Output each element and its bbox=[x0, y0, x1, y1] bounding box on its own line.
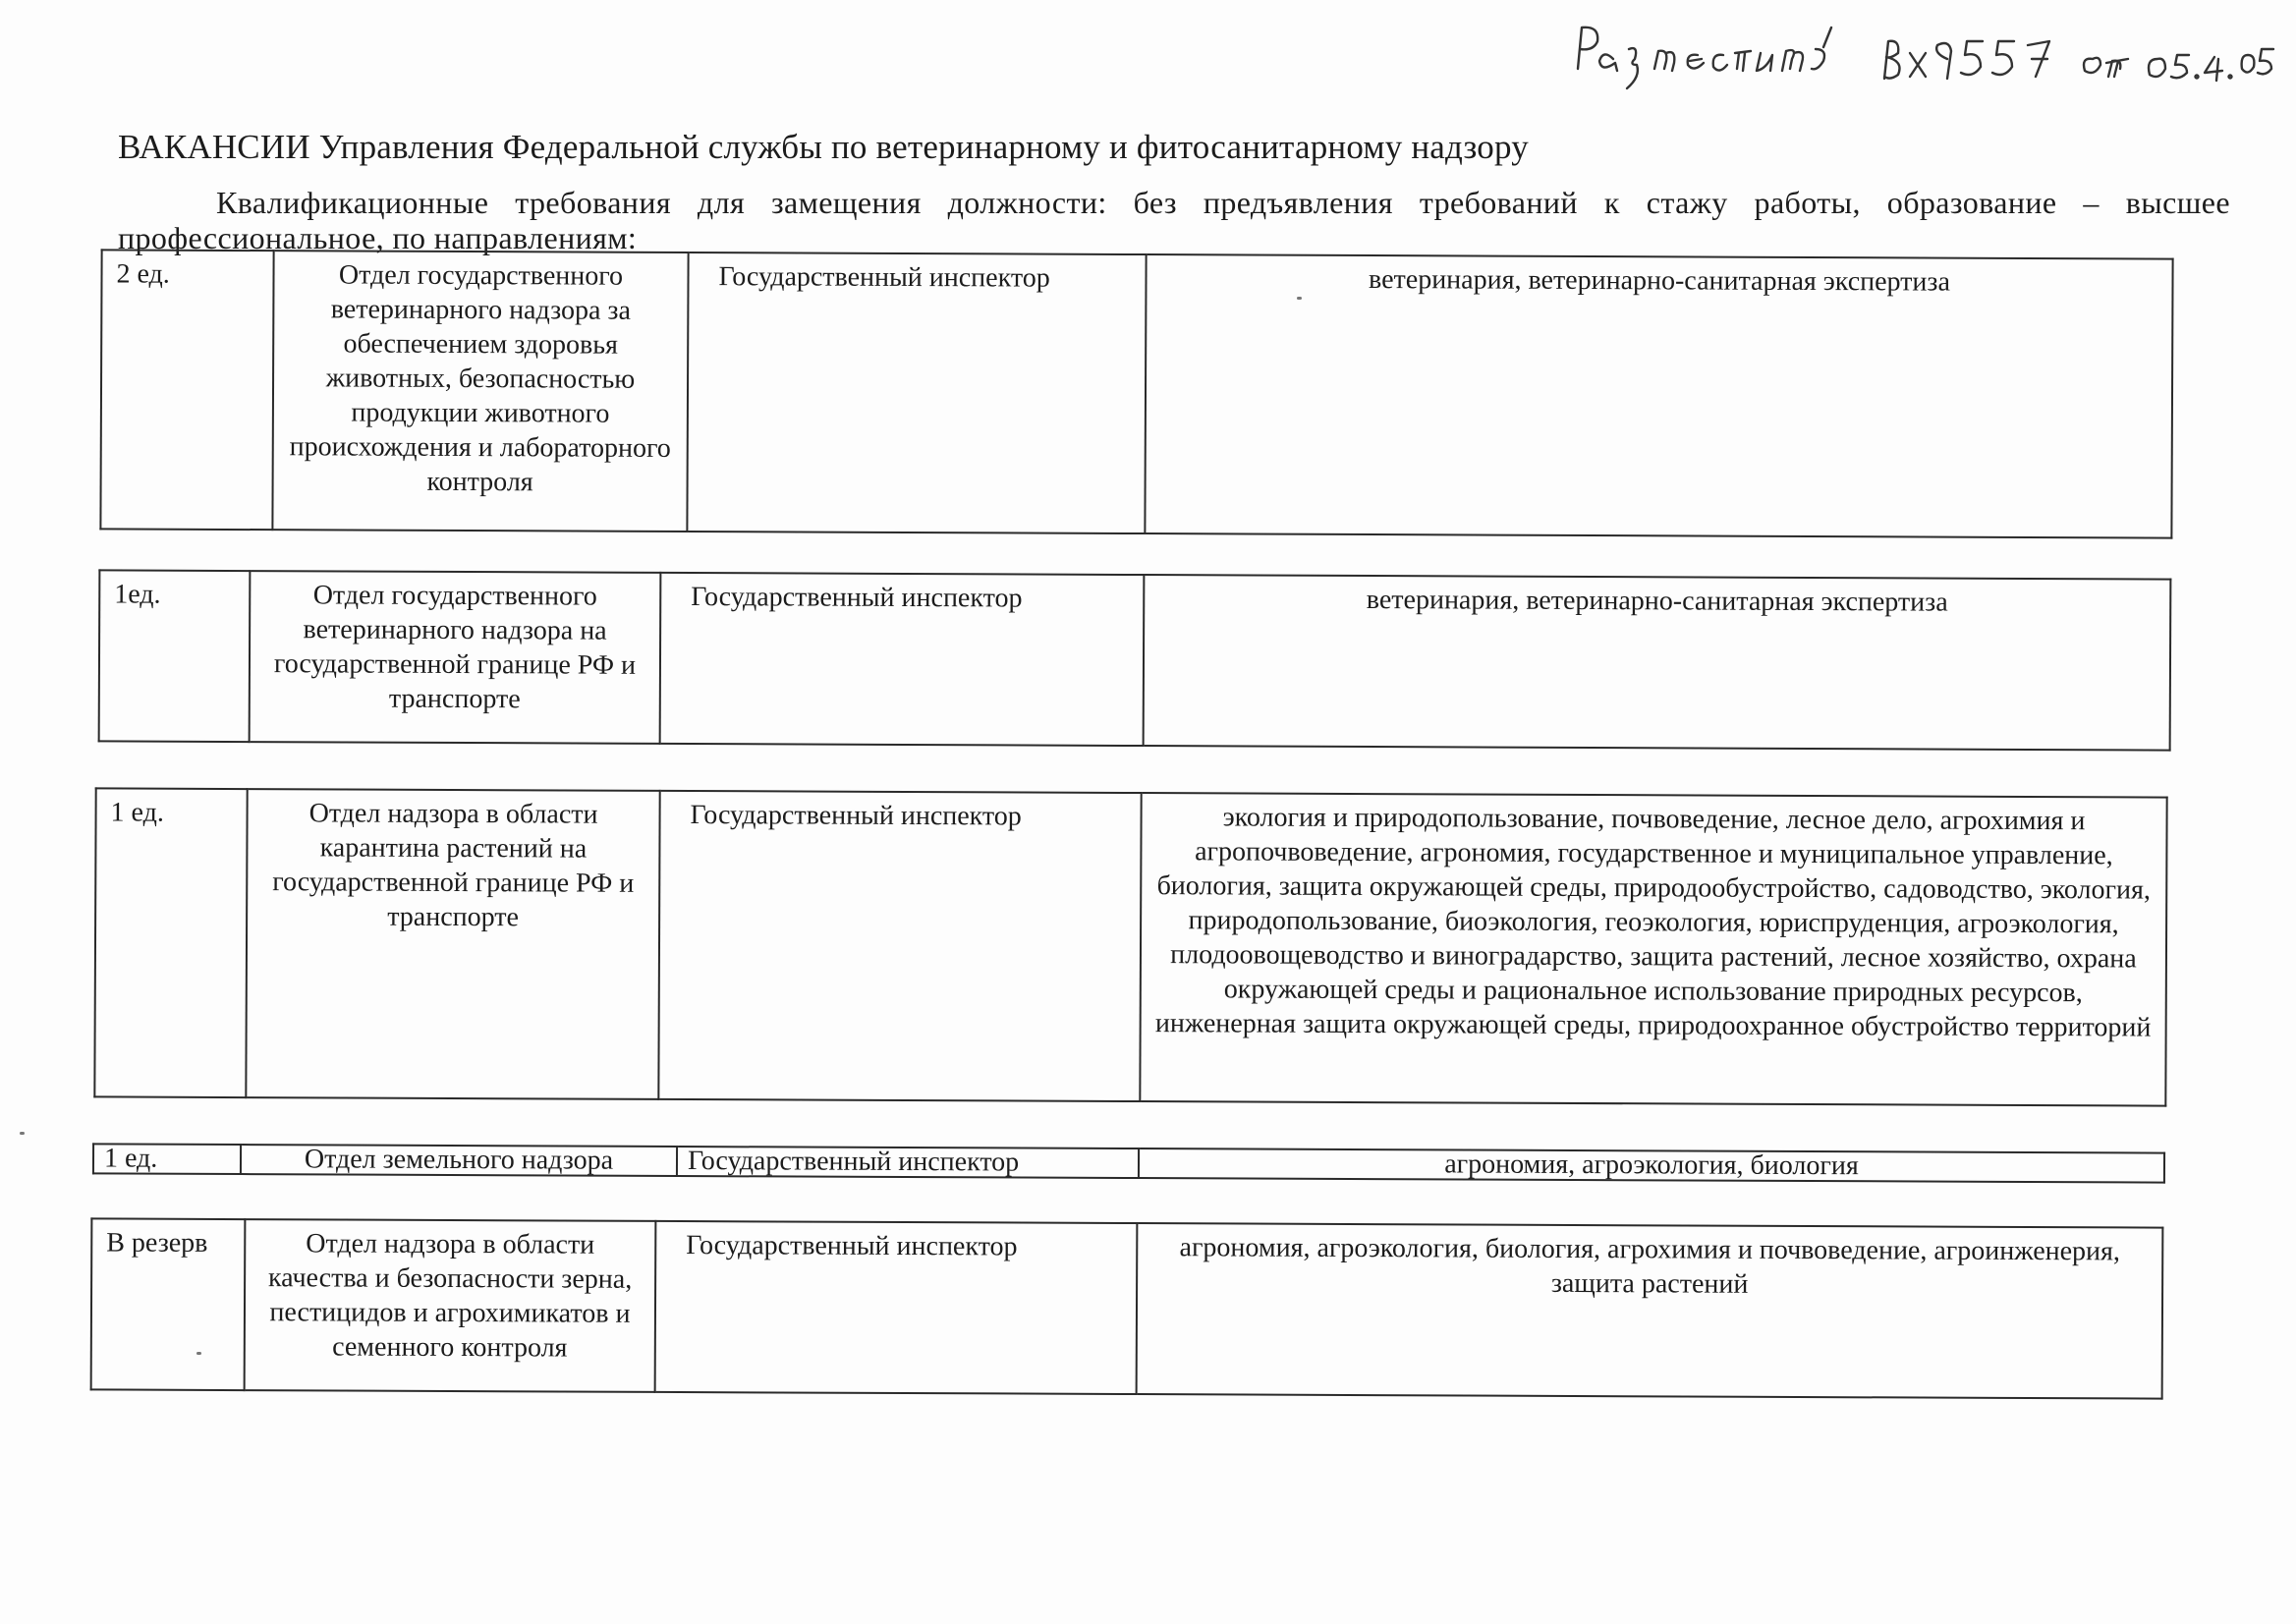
vacancy-department: Отдел государственного ветеринарного надзора на государственной границе РФ и транспорте bbox=[250, 571, 661, 744]
vacancy-quantity: 1 ед. bbox=[93, 1144, 241, 1174]
vacancy-requirements: ветеринария, ветеринарно-санитарная экспертиза bbox=[1144, 575, 2171, 751]
table-row bbox=[94, 788, 2166, 1105]
vacancy-table-4 bbox=[92, 1143, 2165, 1183]
vacancy-requirements: агрономия, агроэкология, биология, агрохимия и почвоведение, агроинженерия, защита растений bbox=[1137, 1223, 2163, 1399]
vacancy-department: Отдел земельного надзора bbox=[241, 1145, 677, 1176]
vacancy-requirements: ветеринария, ветеринарно-санитарная экспертиза bbox=[1145, 254, 2172, 538]
vacancy-position: Государственный инспектор bbox=[677, 1147, 1139, 1178]
vacancy-quantity: 1ед. bbox=[99, 570, 251, 742]
vacancy-requirements: экология и природопользование, почвоведение, лесное дело, агрохимия и агропочвоведение, агрономия, государственное и муниципальное управление, биология, защита окружающей среды, природообустройство, садоводство, экология, природопользование, биоэкология, геоэкология, юриспруденция, агроэкология, плодоовощеводство и виноградарство, защита растений, лесное хозяйство, охрана окружающей среды и рациональное использование природных ресурсов, инженерная защита окружающей среды, природоохранное обустройство территорий bbox=[1140, 793, 2166, 1106]
vacancy-department: Отдел государственного ветеринарного надзора за обеспечением здоровья животных, безопасностью продукции животного происхождения и лабораторного контроля bbox=[272, 251, 688, 532]
vacancy-position: Государственный инспектор bbox=[655, 1221, 1138, 1394]
vacancy-requirements: агрономия, агроэкология, биология bbox=[1139, 1148, 2164, 1183]
table-row bbox=[91, 1218, 2163, 1398]
table-row bbox=[99, 570, 2171, 750]
scan-speck bbox=[1297, 297, 1302, 300]
vacancy-position: Государственный инспектор bbox=[658, 791, 1141, 1101]
scan-speck bbox=[20, 1132, 25, 1135]
table-row bbox=[100, 250, 2172, 537]
handwritten-registration-note bbox=[1570, 20, 2277, 98]
page-title: ВАКАНСИИ Управления Федеральной службы по ветеринарному и фитосанитарному надзору bbox=[118, 128, 1529, 166]
vacancy-table-3 bbox=[93, 787, 2167, 1106]
vacancy-position: Государственный инспектор bbox=[687, 252, 1146, 533]
scan-speck bbox=[196, 1352, 201, 1355]
table-row bbox=[93, 1144, 2164, 1182]
vacancy-table-2 bbox=[98, 569, 2172, 751]
vacancy-table-5 bbox=[90, 1217, 2164, 1399]
vacancy-quantity: 1 ед. bbox=[94, 788, 247, 1097]
vacancy-department: Отдел надзора в области карантина растений на государственной границе РФ и транспорте bbox=[246, 789, 659, 1099]
vacancy-position: Государственный инспектор bbox=[660, 573, 1145, 746]
vacancy-quantity: В резерв bbox=[91, 1218, 246, 1390]
vacancy-department: Отдел надзора в области качества и безопасности зерна, пестицидов и агрохимикатов и семенного контроля bbox=[245, 1219, 656, 1392]
vacancy-table-1 bbox=[99, 249, 2173, 538]
vacancy-quantity: 2 ед. bbox=[100, 250, 273, 530]
qualification-requirements: Квалификационные требования для замещения должности: без предъявления требований к стажу работы, образование – высшее профессиональное, по направлениям: bbox=[118, 185, 2230, 255]
